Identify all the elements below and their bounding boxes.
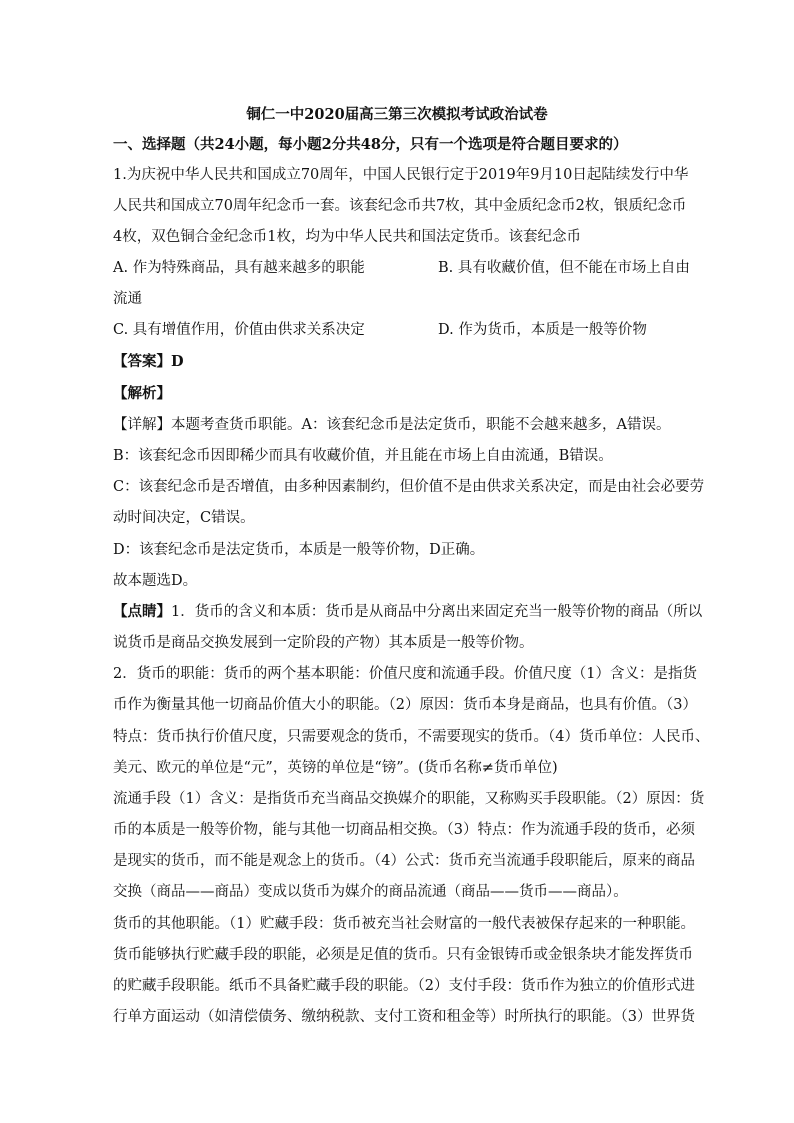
answer: 【答案】D: [113, 353, 184, 370]
points-line-first: [113, 602, 702, 622]
analysis-line: B：该套纪念币因即稀少而具有收藏价值，并且能在市场上自由流通，B错误。: [113, 448, 613, 464]
analysis-line: 【详解】本题考查货币职能。A：该套纪念币是法定货币，职能不会越来越多，A错误。: [113, 417, 671, 433]
points-line: 币作为衡量其他一切商品价值大小的职能。（2）原因：货币本身是商品，也具有价值。（3）: [113, 697, 697, 713]
points-line: 是现实的货币，而不能是观念上的货币。（4）公式：货币充当流通手段职能后，原来的商品: [113, 853, 695, 869]
analysis-line: 故本题选D。: [113, 573, 198, 589]
option-d: D. 作为货币，本质是一般等价物: [438, 322, 647, 338]
points-line: 2．货币的职能：货币的两个基本职能：价值尺度和流通手段。价值尺度（1）含义：是指货: [113, 666, 697, 682]
points-line: 货币能够执行贮藏手段的职能，必须是足值的货币。只有金银铸币或金银条块才能发挥货币: [113, 947, 693, 963]
points-line: 货币的其他职能。（1）贮藏手段：货币被充当社会财富的一般代表被保存起来的一种职能。: [113, 916, 695, 932]
points-line: 交换（商品——商品）变成以货币为媒介的商品流通（商品——货币——商品）。: [113, 884, 628, 900]
option-b-continuation: 流通: [113, 291, 142, 307]
section-heading: 一、选择题（共24小题，每小题2分共48分，只有一个选项是符合题目要求的）: [113, 136, 628, 153]
points-text: 1．货币的含义和本质：货币是从商品中分离出来固定充当一般等价物的商品（所以: [171, 604, 703, 620]
points-label: 【点睛】: [113, 603, 171, 620]
points-line: 流通手段（1）含义：是指货币充当商品交换媒介的职能，又称购买手段职能。（2）原因：货: [113, 791, 705, 807]
option-c: C. 具有增值作用，价值由供求关系决定: [113, 322, 365, 338]
points-line: 特点：货币执行价值尺度，只需要观念的货币，不需要现实的货币。（4）货币单位：人民币、: [113, 729, 710, 745]
question-line: 4枚，双色铜合金纪念币1枚，均为中华人民共和国法定货币。该套纪念币: [113, 229, 581, 245]
question-line: 1.为庆祝中华人民共和国成立70周年，中国人民银行定于2019年9月10日起陆续发行中华: [113, 167, 689, 183]
analysis-line: 动时间决定，C错误。: [113, 510, 255, 526]
points-line: 行单方面运动（如清偿债务、缴纳税款、支付工资和租金等）时所执行的职能。（3）世界货: [113, 1009, 695, 1025]
points-line: 说货币是商品交换发展到一定阶段的产物）其本质是一般等价物。: [113, 635, 534, 651]
analysis-label: 【解析】: [113, 385, 171, 402]
analysis-line: D：该套纪念币是法定货币，本质是一般等价物，D正确。: [113, 542, 485, 558]
option-a: A. 作为特殊商品，具有越来越多的职能: [113, 260, 365, 276]
points-line: 币的本质是一般等价物，能与其他一切商品相交换。（3）特点：作为流通手段的货币，必须: [113, 822, 695, 838]
question-line: 人民共和国成立70周年纪念币一套。该套纪念币共7枚，其中金质纪念币2枚，银质纪念币: [113, 198, 687, 214]
points-line: 的贮藏手段职能。纸币不具备贮藏手段的职能。（2）支付手段：货币作为独立的价值形式进: [113, 978, 695, 994]
option-b: B. 具有收藏价值，但不能在市场上自由: [438, 260, 690, 276]
points-line: 美元、欧元的单位是“元”，英镑的单位是“镑”。(货币名称≠货币单位): [113, 760, 558, 776]
page-title: 铜仁一中2020届高三第三次模拟考试政治试卷: [246, 106, 548, 123]
analysis-line: C：该套纪念币是否增值，由多种因素制约，但价值不是由供求关系决定，而是由社会必要劳: [113, 479, 705, 495]
